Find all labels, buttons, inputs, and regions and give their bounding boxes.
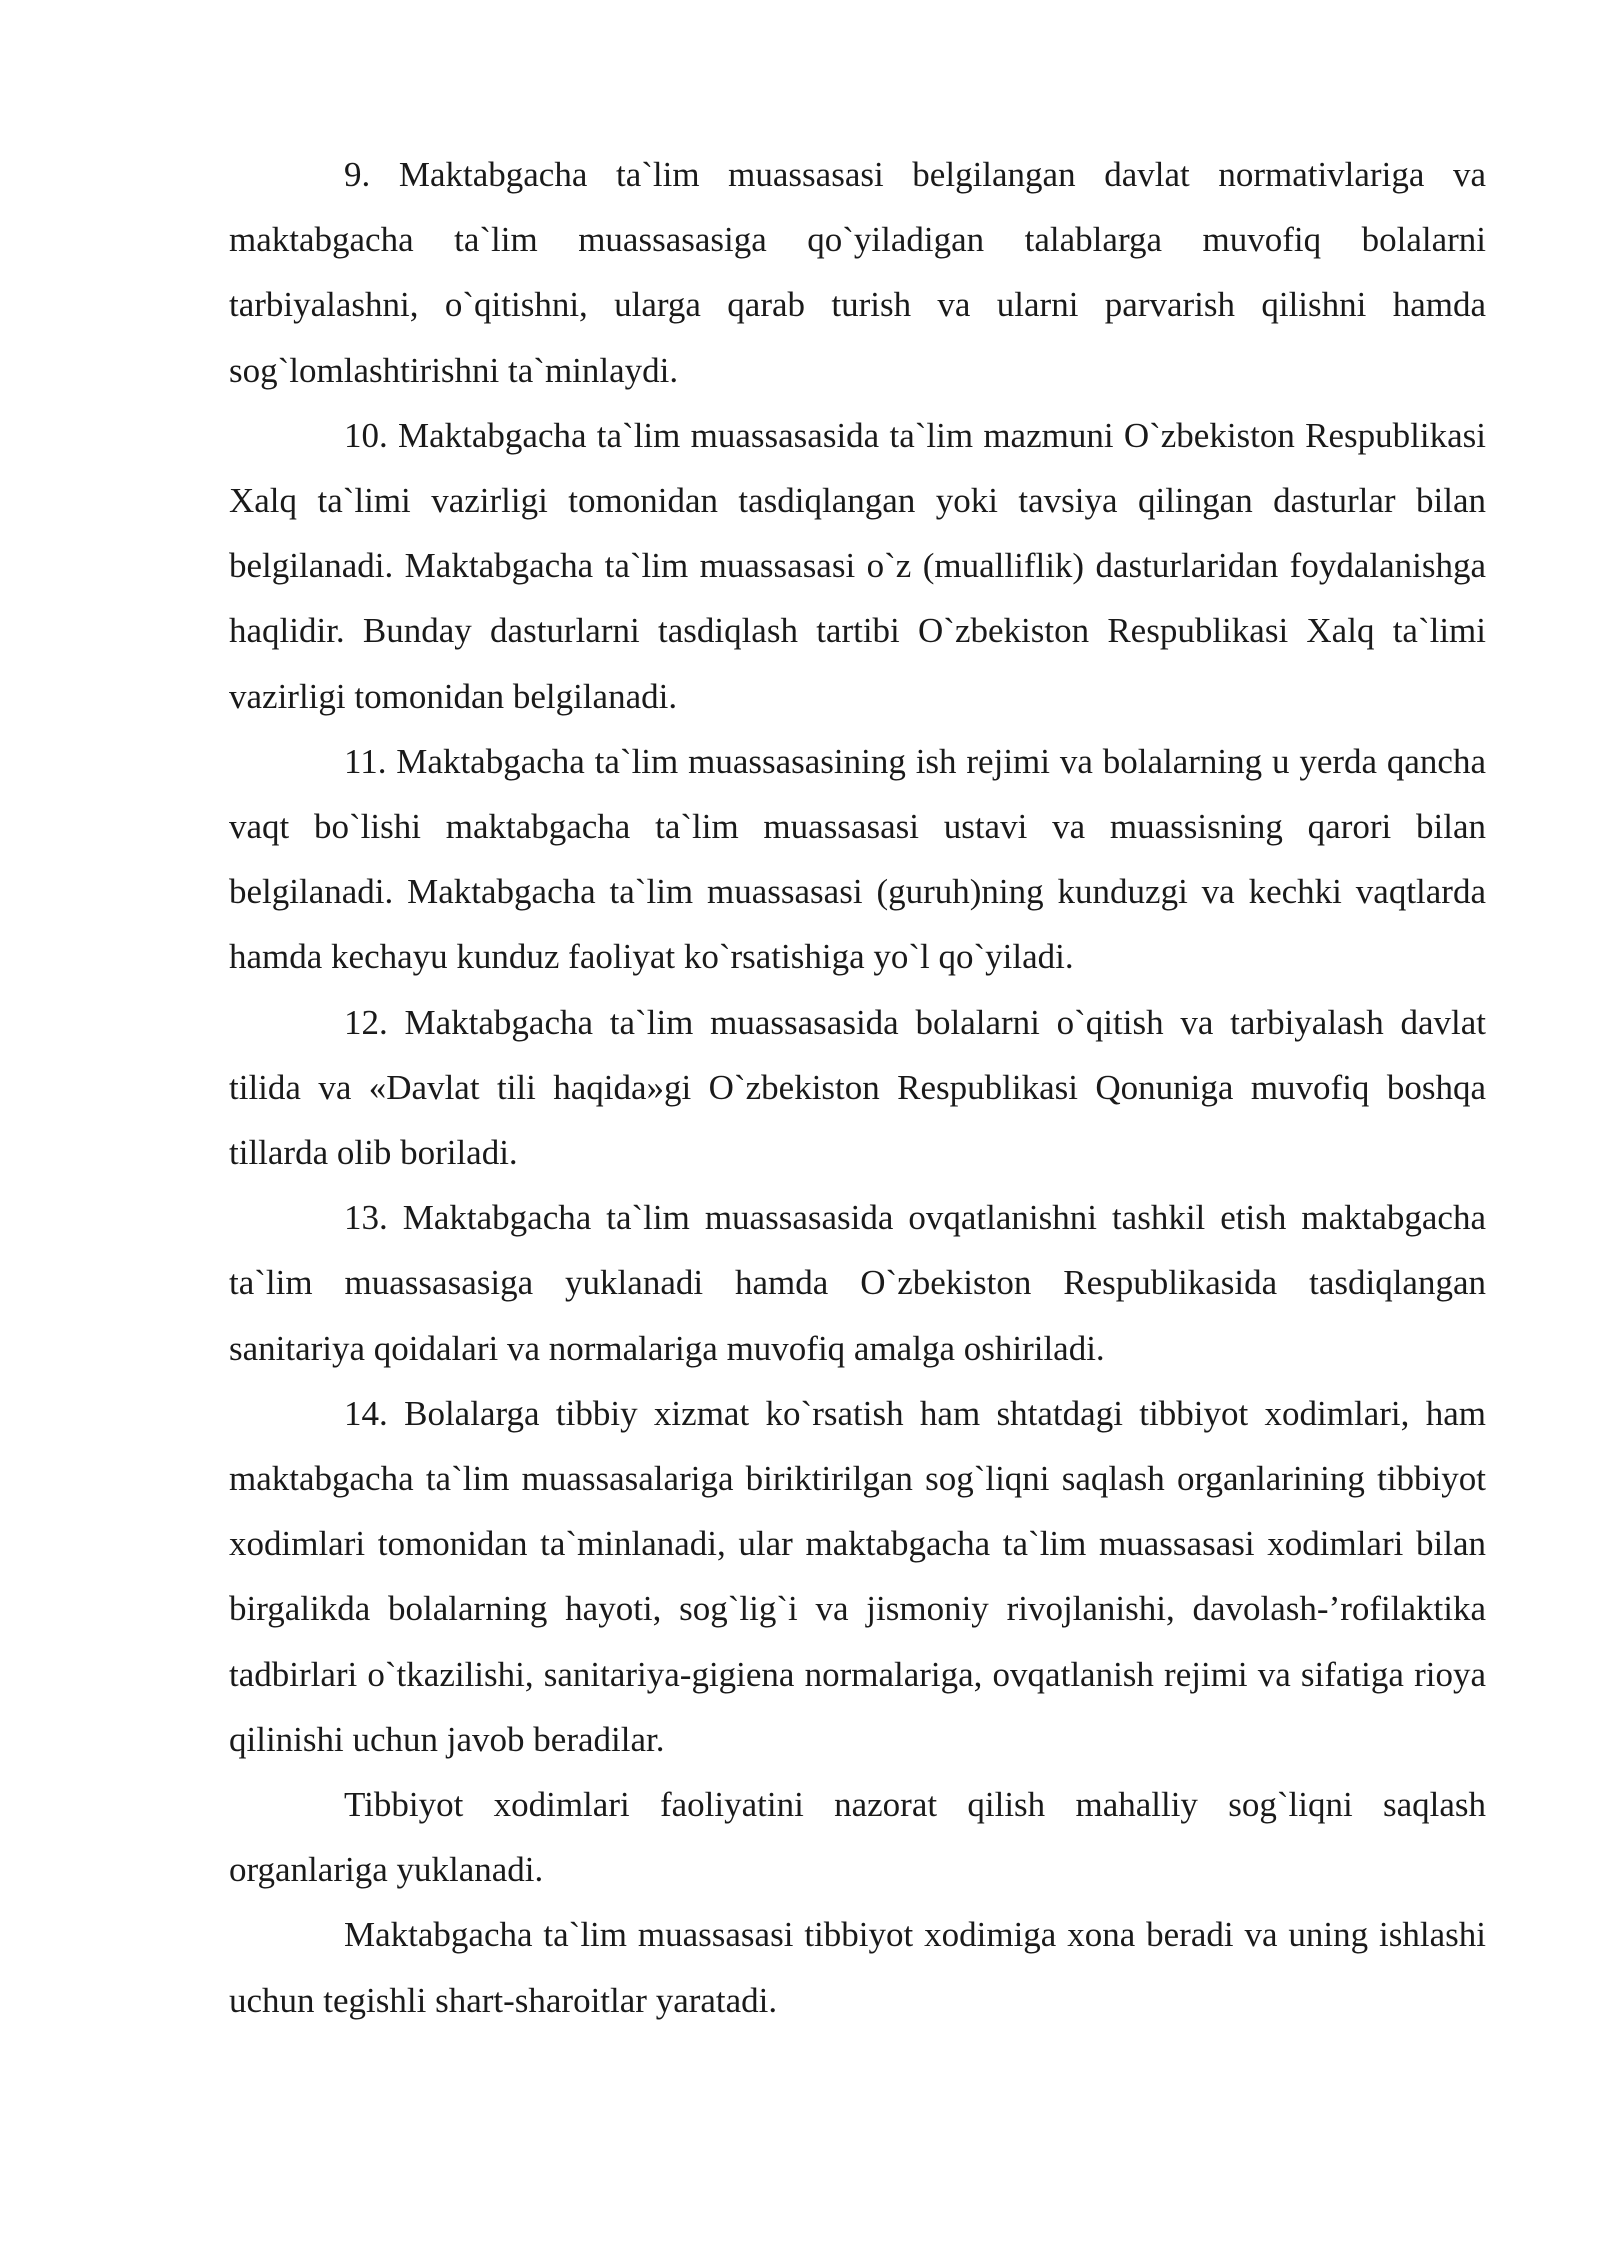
document-body (229, 142, 1486, 2033)
paragraph-9: 9. Maktabgacha ta`lim muassasasi belgilangan davlat normativlariga va maktabgacha ta`lim muassasasiga qo`yiladigan talablarga muvofiq bolalarni tarbiyalashni, o`qitishni, ularga qarab turish va ularni parvarish qilishni hamda sog`lomlashtirishni ta`minlaydi. (229, 155, 1486, 390)
paragraph-13: 13. Maktabgacha ta`lim muassasasida ovqatlanishni tashkil etish maktabgacha ta`lim muassasasiga yuklanadi hamda O`zbekiston Respublikasida tasdiqlangan sanitariya qoidalari va normalariga muvofiq amalga oshiriladi. (229, 1198, 1486, 1368)
paragraph-12: 12. Maktabgacha ta`lim muassasasida bolalarni o`qitish va tarbiyalash davlat tilida va «Davlat tili haqida»gi O`zbekiston Respublikasi Qonuniga muvofiq boshqa tillarda olib boriladi. (229, 1002, 1486, 1173)
paragraph-11: 11. Maktabgacha ta`lim muassasasining ish rejimi va bolalarning u yerda qancha vaqt bo`lishi maktabgacha ta`lim muassasasi ustavi va muassisning qarori bilan belgilanadi. Maktabgacha ta`lim muassasasi (guruh)ning kunduzgi va kechki vaqtlarda hamda kechayu kunduz faoliyat ko`rsatishiga yo`l qo`yiladi. (229, 741, 1486, 977)
paragraph-10: 10. Maktabgacha ta`lim muassasasida ta`lim mazmuni O`zbekiston Respublikasi Xalq ta`limi vazirligi tomonidan tasdiqlangan yoki tavsiya qilingan dasturlar bilan belgilanadi. Maktabgacha ta`lim muassasasi o`z (mualliflik) dasturlaridan foydalanishga haqlidir. Bunday dasturlarni tasdiqlash tartibi O`zbekiston Respublikasi Xalq ta`limi vazirligi tomonidan belgilanadi. (229, 415, 1486, 716)
paragraph-medical-room: Maktabgacha ta`lim muassasasi tibbiyot xodimiga xona beradi va uning ishlashi uchun tegishli shart-sharoitlar yaratadi. (229, 1915, 1486, 2020)
paragraph-medical-oversight: Tibbiyot xodimlari faoliyatini nazorat qilish mahalliy sog`liqni saqlash organlariga yuklanadi. (229, 1785, 1486, 1890)
paragraph-14: 14. Bolalarga tibbiy xizmat ko`rsatish ham shtatdagi tibbiyot xodimlari, ham maktabgacha ta`lim muassasalariga biriktirilgan sog`liqni saqlash organlarining tibbiyot xodimlari tomonidan ta`minlanadi, ular maktabgacha ta`lim muassasasi xodimlari bilan birgalikda bolalarning hayoti, sog`lig`i va jismoniy rivojlanishi, davolash-’rofilaktika tadbirlari o`tkazilishi, sanitariya-gigiena normalariga, ovqatlanish rejimi va sifatiga rioya qilinishi uchun javob beradilar. (229, 1393, 1486, 1759)
